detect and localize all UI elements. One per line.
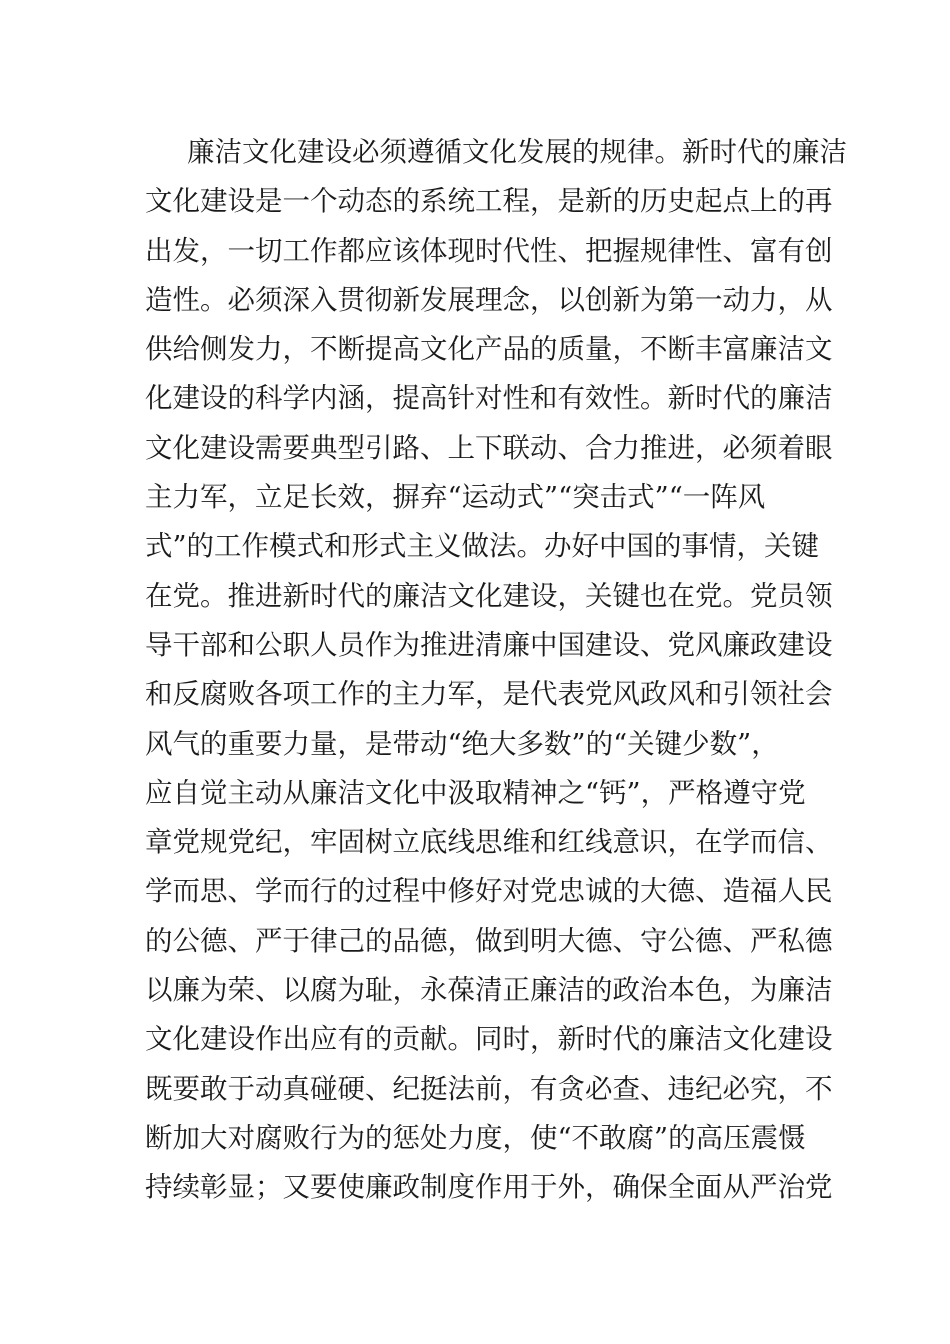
text-line: 学而思、学而行的过程中修好对党忠诚的大德、造福人民: [145, 875, 833, 908]
text-line: 出发，一切工作都应该体现时代性、把握规律性、富有创: [145, 234, 833, 267]
text-line: 文化建设需要典型引路、上下联动、合力推进，必须着眼: [145, 431, 833, 464]
text-line: 风气的重要力量，是带动“绝大多数”的“关键少数”，: [145, 727, 779, 760]
text-line: 持续彰显；又要使廉政制度作用于外，确保全面从严治党: [145, 1171, 833, 1204]
text-line: 化建设的科学内涵，提高针对性和有效性。新时代的廉洁: [145, 382, 833, 415]
text-line: 的公德、严于律己的品德，做到明大德、守公德、严私德: [145, 924, 833, 957]
body-paragraph: [145, 128, 847, 1213]
text-line: 以廉为荣、以腐为耻，永葆清正廉洁的政治本色，为廉洁: [145, 974, 833, 1007]
text-line: 廉洁文化建设必须遵循文化发展的规律。新时代的廉洁: [187, 136, 847, 168]
text-line: 应自觉主动从廉洁文化中汲取精神之“钙”，严格遵守党: [145, 776, 806, 809]
text-line: 供给侧发力，不断提高文化产品的质量，不断丰富廉洁文: [145, 333, 833, 366]
text-line: 和反腐败各项工作的主力军，是代表党风政风和引领社会: [145, 678, 833, 711]
text-line: 在党。推进新时代的廉洁文化建设，关键也在党。党员领: [145, 579, 833, 612]
text-line: 断加大对腐败行为的惩处力度，使“不敢腐”的高压震慑: [145, 1121, 806, 1154]
text-line: 导干部和公职人员作为推进清廉中国建设、党风廉政建设: [145, 628, 833, 661]
text-line: 既要敢于动真碰硬、纪挺法前，有贪必查、违纪必究，不: [145, 1072, 833, 1105]
text-line: 造性。必须深入贯彻新发展理念，以创新为第一动力，从: [145, 283, 833, 316]
text-line: 文化建设是一个动态的系统工程，是新的历史起点上的再: [145, 185, 833, 218]
text-line: 文化建设作出应有的贡献。同时，新时代的廉洁文化建设: [145, 1023, 833, 1056]
text-line: 章党规党纪，牢固树立底线思维和红线意识，在学而信、: [145, 826, 833, 859]
text-line: 主力军，立足长效，摒弃“运动式”“突击式”“一阵风: [145, 481, 766, 514]
text-line: 式”的工作模式和形式主义做法。办好中国的事情，关键: [145, 530, 820, 563]
